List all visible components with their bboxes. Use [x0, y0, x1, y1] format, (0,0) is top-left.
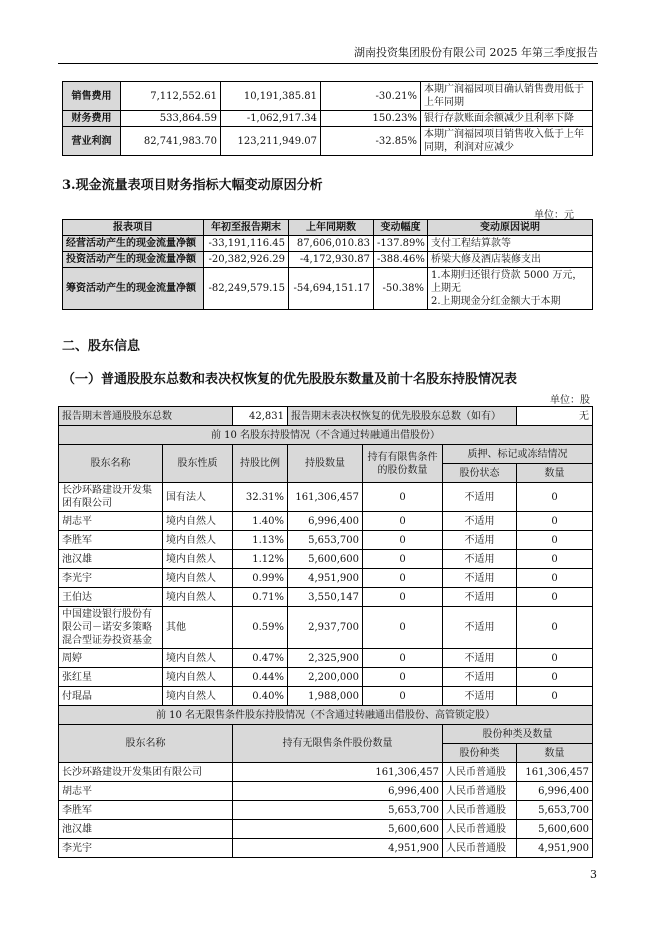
col-header: 数量 — [517, 464, 593, 483]
col-header: 质押、标记或冻结情况 — [443, 445, 593, 464]
holder-restricted: 0 — [363, 483, 443, 512]
cashflow-change-table — [62, 219, 593, 310]
current-value: 82,741,983.70 — [121, 127, 221, 156]
change-reason: 支付工程结算款等 — [428, 236, 593, 252]
share-count: 5,600,600 — [517, 820, 593, 839]
header-row — [59, 725, 593, 744]
holder-ratio: 0.47% — [233, 649, 288, 668]
holder-qty: 2,937,700 — [288, 607, 363, 649]
holder-nature: 境内自然人 — [163, 588, 233, 607]
holder-status: 不适用 — [443, 483, 517, 512]
holder-restricted: 0 — [363, 607, 443, 649]
change-rate: -32.85% — [321, 127, 421, 156]
table-row — [63, 252, 593, 268]
holder-qty: 1,988,000 — [288, 687, 363, 706]
prior-value: -54,694,151.17 — [289, 268, 374, 310]
col-header: 持股数量 — [288, 445, 363, 483]
table-row — [63, 82, 593, 111]
holder-name: 池汉雄 — [59, 820, 233, 839]
current-value: -20,382,926.29 — [204, 252, 289, 268]
holder-status: 不适用 — [443, 649, 517, 668]
section-title: 二、股东信息 — [62, 339, 141, 354]
holder-count: 0 — [517, 687, 593, 706]
holder-nature: 境内自然人 — [163, 569, 233, 588]
holder-name: 长沙环路建设开发集团有限公司 — [59, 483, 163, 512]
table-row — [63, 236, 593, 252]
holder-qty: 5,600,600 — [288, 550, 363, 569]
holder-nature: 境内自然人 — [163, 687, 233, 706]
holder-status: 不适用 — [443, 668, 517, 687]
table-row — [59, 588, 593, 607]
share-count: 5,653,700 — [517, 801, 593, 820]
holder-status: 不适用 — [443, 569, 517, 588]
share-count: 161,306,457 — [517, 763, 593, 782]
table-row — [59, 550, 593, 569]
holder-name: 李光宇 — [59, 569, 163, 588]
holder-nature: 境内自然人 — [163, 649, 233, 668]
change-reason: 桥梁大修及酒店装修支出 — [428, 252, 593, 268]
col-header: 股份状态 — [443, 464, 517, 483]
holder-restricted: 0 — [363, 649, 443, 668]
holder-name: 胡志平 — [59, 512, 163, 531]
holder-ratio: 0.59% — [233, 607, 288, 649]
holder-qty: 6,996,400 — [288, 512, 363, 531]
change-reason: 本期广润福园项目确认销售费用低于上年同期 — [421, 82, 593, 111]
table-row — [59, 649, 593, 668]
table-row — [59, 607, 593, 649]
share-count: 6,996,400 — [517, 782, 593, 801]
total-row — [59, 407, 593, 426]
change-rate: -388.46% — [374, 252, 428, 268]
holder-name: 付琨晶 — [59, 687, 163, 706]
holder-nature: 境内自然人 — [163, 550, 233, 569]
table-row — [59, 483, 593, 512]
holder-name: 王伯达 — [59, 588, 163, 607]
holder-name: 张红星 — [59, 668, 163, 687]
holder-ratio: 0.99% — [233, 569, 288, 588]
holder-nature: 国有法人 — [163, 483, 233, 512]
current-value: 533,864.59 — [121, 111, 221, 127]
holder-count: 0 — [517, 588, 593, 607]
holder-ratio: 1.12% — [233, 550, 288, 569]
prior-value: -4,172,930.87 — [289, 252, 374, 268]
col-header: 变动幅度 — [374, 220, 428, 236]
holder-status: 不适用 — [443, 512, 517, 531]
col-header: 数量 — [517, 744, 593, 763]
holder-nature: 境内自然人 — [163, 531, 233, 550]
holder-restricted: 0 — [363, 531, 443, 550]
share-type: 人民币普通股 — [443, 839, 517, 858]
change-rate: -30.21% — [321, 82, 421, 111]
table-row — [59, 668, 593, 687]
change-reason: 本期广润福园项目销售收入低于上年同期，利润对应减少 — [421, 127, 593, 156]
table-row — [59, 569, 593, 588]
row-label: 投资活动产生的现金流量净额 — [63, 252, 204, 268]
unrestricted-qty: 5,600,600 — [233, 820, 443, 839]
col-header: 持股比例 — [233, 445, 288, 483]
holder-nature: 境内自然人 — [163, 512, 233, 531]
holder-nature: 境内自然人 — [163, 668, 233, 687]
change-rate: -137.89% — [374, 236, 428, 252]
holder-qty: 5,653,700 — [288, 531, 363, 550]
holder-count: 0 — [517, 649, 593, 668]
holder-count: 0 — [517, 569, 593, 588]
holder-restricted: 0 — [363, 668, 443, 687]
table-row — [59, 512, 593, 531]
top10-title: 前 10 名股东持股情况（不含通过转融通出借股份） — [59, 426, 593, 445]
holder-name: 周婷 — [59, 649, 163, 668]
share-type: 人民币普通股 — [443, 820, 517, 839]
holder-name: 李光宇 — [59, 839, 233, 858]
table-row — [63, 127, 593, 156]
row-label: 经营活动产生的现金流量净额 — [63, 236, 204, 252]
col-header: 持有有限售条件的股份数量 — [363, 445, 443, 483]
col-header: 持有无限售条件股份数量 — [233, 725, 443, 763]
holder-status: 不适用 — [443, 687, 517, 706]
col-header: 变动原因说明 — [428, 220, 593, 236]
prior-value: 123,211,949.07 — [221, 127, 321, 156]
holder-qty: 161,306,457 — [288, 483, 363, 512]
current-value: -82,249,579.15 — [204, 268, 289, 310]
unrestricted-title: 前 10 名无限售条件股东持股情况（不含通过转融通出借股份、高管锁定股） — [59, 706, 593, 725]
section-subtitle: （一）普通股股东总数和表决权恢复的优先股股东数量及前十名股东持股情况表 — [62, 372, 518, 387]
section-3-title: 3.现金流量表项目财务指标大幅变动原因分析 — [62, 178, 323, 193]
holder-ratio: 1.13% — [233, 531, 288, 550]
holder-status: 不适用 — [443, 550, 517, 569]
col-header: 股份种类 — [443, 744, 517, 763]
unrestricted-qty: 4,951,900 — [233, 839, 443, 858]
holder-status: 不适用 — [443, 588, 517, 607]
holder-ratio: 0.40% — [233, 687, 288, 706]
holder-qty: 2,325,900 — [288, 649, 363, 668]
holder-count: 0 — [517, 512, 593, 531]
unrestricted-qty: 6,996,400 — [233, 782, 443, 801]
holder-nature: 其他 — [163, 607, 233, 649]
shareholder-table — [58, 406, 593, 858]
holder-restricted: 0 — [363, 569, 443, 588]
unit-label: 单位：元 — [534, 210, 574, 221]
col-header: 年初至报告期末 — [204, 220, 289, 236]
table-row — [59, 531, 593, 550]
header-rule — [58, 63, 598, 64]
share-type: 人民币普通股 — [443, 801, 517, 820]
unrestricted-title-row — [59, 706, 593, 725]
holder-name: 中国建设银行股份有限公司－诺安多策略混合型证券投资基金 — [59, 607, 163, 649]
total-value: 42,831 — [233, 407, 288, 426]
col-header: 上年同期数 — [289, 220, 374, 236]
current-value: 7,112,552.61 — [121, 82, 221, 111]
holder-name: 胡志平 — [59, 782, 233, 801]
share-count: 4,951,900 — [517, 839, 593, 858]
holder-name: 长沙环路建设开发集团有限公司 — [59, 763, 233, 782]
table-row — [63, 111, 593, 127]
col-header: 股东名称 — [59, 725, 233, 763]
holder-restricted: 0 — [363, 588, 443, 607]
change-reason: 银行存款账面余额减少且利率下降 — [421, 111, 593, 127]
holder-count: 0 — [517, 550, 593, 569]
holder-ratio: 32.31% — [233, 483, 288, 512]
table-header-row — [63, 220, 593, 236]
holder-restricted: 0 — [363, 550, 443, 569]
total-label: 报告期末普通股股东总数 — [59, 407, 233, 426]
holder-count: 0 — [517, 483, 593, 512]
table-row — [59, 782, 593, 801]
holder-status: 不适用 — [443, 531, 517, 550]
holder-count: 0 — [517, 668, 593, 687]
row-label: 财务费用 — [63, 111, 121, 127]
share-type: 人民币普通股 — [443, 763, 517, 782]
share-type: 人民币普通股 — [443, 782, 517, 801]
change-rate: -50.38% — [374, 268, 428, 310]
unrestricted-qty: 161,306,457 — [233, 763, 443, 782]
header-row — [59, 445, 593, 464]
col-header: 股东名称 — [59, 445, 163, 483]
holder-qty: 3,550,147 — [288, 588, 363, 607]
table-row — [59, 801, 593, 820]
holder-qty: 2,200,000 — [288, 668, 363, 687]
holder-ratio: 0.44% — [233, 668, 288, 687]
prior-value: 10,191,385.81 — [221, 82, 321, 111]
holder-count: 0 — [517, 607, 593, 649]
prior-value: 87,606,010.83 — [289, 236, 374, 252]
expense-change-table — [62, 81, 593, 156]
row-label: 销售费用 — [63, 82, 121, 111]
holder-name: 李胜军 — [59, 801, 233, 820]
prior-value: -1,062,917.34 — [221, 111, 321, 127]
unit-label: 单位：股 — [550, 395, 590, 406]
page-header: 湖南投资集团股份有限公司 2025 年第三季度报告 — [354, 46, 598, 59]
holder-name: 池汉雄 — [59, 550, 163, 569]
holder-qty: 4,951,900 — [288, 569, 363, 588]
holder-restricted: 0 — [363, 512, 443, 531]
pref-value: 无 — [517, 407, 593, 426]
page-number: 3 — [590, 868, 597, 881]
table-row — [59, 839, 593, 858]
current-value: -33,191,116.45 — [204, 236, 289, 252]
row-label: 营业利润 — [63, 127, 121, 156]
holder-status: 不适用 — [443, 607, 517, 649]
holder-ratio: 0.71% — [233, 588, 288, 607]
holder-restricted: 0 — [363, 687, 443, 706]
table-row — [59, 763, 593, 782]
change-reason: 1.本期归还银行贷款 5000 万元，上期无 2.上期现金分红金额大于本期 — [428, 268, 593, 310]
table-row — [63, 268, 593, 310]
holder-name: 李胜军 — [59, 531, 163, 550]
top10-title-row — [59, 426, 593, 445]
holder-count: 0 — [517, 531, 593, 550]
unrestricted-qty: 5,653,700 — [233, 801, 443, 820]
row-label: 筹资活动产生的现金流量净额 — [63, 268, 204, 310]
col-header: 股份种类及数量 — [443, 725, 593, 744]
table-row — [59, 687, 593, 706]
pref-label: 报告期末表决权恢复的优先股股东总数（如有） — [288, 407, 517, 426]
change-rate: 150.23% — [321, 111, 421, 127]
holder-ratio: 1.40% — [233, 512, 288, 531]
col-header: 报表项目 — [63, 220, 204, 236]
table-row — [59, 820, 593, 839]
col-header: 股东性质 — [163, 445, 233, 483]
